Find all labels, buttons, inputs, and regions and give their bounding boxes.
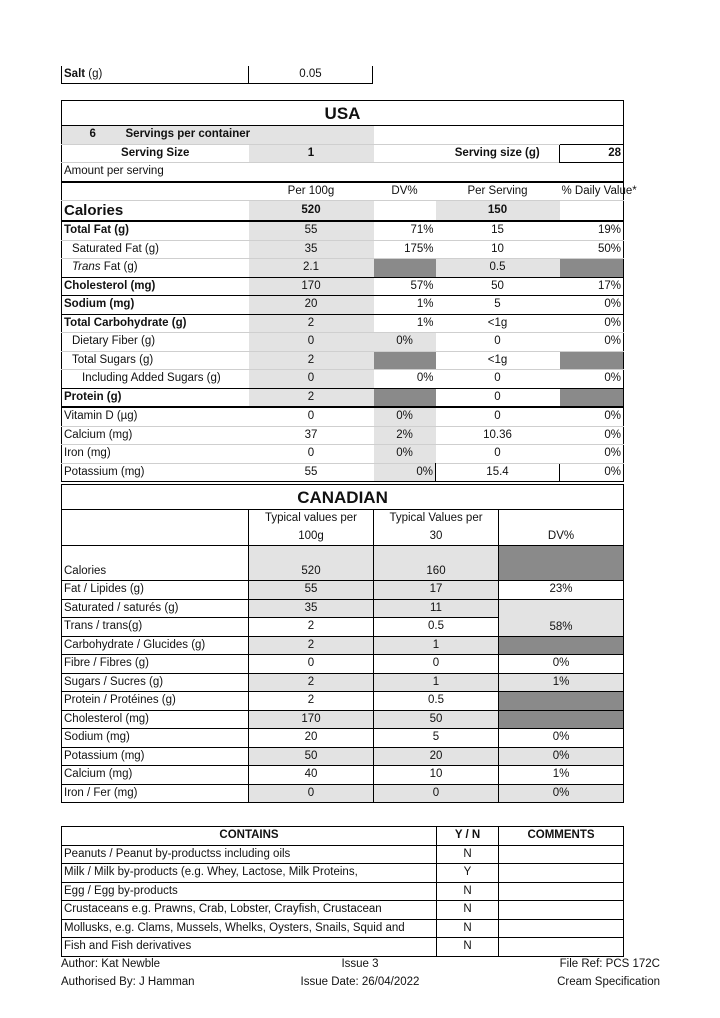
usa-row-potassium bbox=[62, 463, 624, 482]
head-100g: 100g bbox=[249, 528, 374, 546]
per-100g-value: 40 bbox=[249, 766, 374, 785]
dv-value: 0% bbox=[374, 463, 436, 482]
per-serving-value: 15.4 bbox=[436, 463, 560, 482]
per-100g-value: 0 bbox=[249, 655, 374, 674]
daily-value: 0% bbox=[560, 463, 624, 482]
footer-spec: Cream Specification bbox=[557, 976, 660, 988]
nutrient-label: Vitamin D (µg) bbox=[62, 407, 249, 426]
per-serving-value: 0 bbox=[436, 407, 560, 426]
daily-value: 0% bbox=[560, 296, 624, 315]
head-dv: DV% bbox=[499, 510, 624, 546]
per-serving-value: 0 bbox=[436, 333, 560, 352]
canadian-row-saturated bbox=[62, 599, 624, 618]
usa-row-iron bbox=[62, 445, 624, 464]
daily-value: 17% bbox=[560, 277, 624, 296]
dv-value: 0% bbox=[499, 747, 624, 766]
nutrient-label: Sugars / Sucres (g) bbox=[62, 673, 249, 692]
canadian-row-sugars bbox=[62, 673, 624, 692]
nutrient-label: Sodium (mg) bbox=[62, 296, 249, 315]
header-daily-value: % Daily Value* bbox=[560, 182, 624, 201]
header-yn: Y / N bbox=[437, 827, 499, 846]
allergen-item: Mollusks, e.g. Clams, Mussels, Whelks, Oysters, Snails, Squid and bbox=[62, 919, 437, 938]
daily-value: 0% bbox=[560, 370, 624, 389]
nutrient-label: Calcium (mg) bbox=[62, 766, 249, 785]
per-100g-value: 20 bbox=[249, 296, 374, 315]
usa-row-trans-fat bbox=[62, 259, 624, 278]
header-dv: DV% bbox=[374, 182, 436, 201]
nutrient-label: Saturated / saturés (g) bbox=[62, 599, 249, 618]
usa-title: USA bbox=[324, 103, 361, 123]
per-100g-value: 2 bbox=[249, 636, 374, 655]
per-30-value: 5 bbox=[374, 729, 499, 748]
dv-empty-cell bbox=[499, 636, 624, 655]
allergen-yn: N bbox=[437, 882, 499, 901]
per-serving-value: 15 bbox=[436, 221, 560, 240]
per-serving-value: 50 bbox=[436, 277, 560, 296]
nutrient-label: Total Sugars (g) bbox=[62, 351, 249, 370]
allergen-item: Fish and Fish derivatives bbox=[62, 938, 437, 957]
header-per-100g: Per 100g bbox=[249, 182, 374, 201]
per-serving-value: <1g bbox=[436, 314, 560, 333]
usa-row-saturated-fat bbox=[62, 240, 624, 259]
usa-servings-row bbox=[62, 126, 624, 145]
dv-value: 1% bbox=[499, 766, 624, 785]
daily-value: 0% bbox=[560, 314, 624, 333]
allergen-comment bbox=[499, 919, 624, 938]
per-30-value: 1 bbox=[374, 636, 499, 655]
nutrient-label: Total Carbohydrate (g) bbox=[62, 314, 249, 333]
per-30-value: 1 bbox=[374, 673, 499, 692]
header-contains: CONTAINS bbox=[62, 827, 437, 846]
nutrient-label: Including Added Sugars (g) bbox=[62, 370, 249, 389]
per-100g-value: 170 bbox=[249, 277, 374, 296]
per-100g-value: 35 bbox=[249, 240, 374, 259]
per-serving-value: 0 bbox=[436, 370, 560, 389]
allergen-comment bbox=[499, 901, 624, 920]
dv-value: 0% bbox=[499, 784, 624, 803]
nutrient-label: Fat / Lipides (g) bbox=[62, 581, 249, 600]
daily-value: 0% bbox=[560, 407, 624, 426]
allergen-item: Crustaceans e.g. Prawns, Crab, Lobster, Crayfish, Crustacean bbox=[62, 901, 437, 920]
canadian-header-row-1 bbox=[62, 510, 624, 528]
per-100g-value: 37 bbox=[249, 426, 374, 445]
dv-value: 1% bbox=[374, 314, 436, 333]
canadian-row-calcium bbox=[62, 766, 624, 785]
canadian-row-iron bbox=[62, 784, 624, 803]
dv-empty-cell bbox=[374, 388, 436, 407]
nutrient-label: Trans / trans(g) bbox=[62, 618, 249, 637]
allergen-table bbox=[61, 826, 624, 957]
usa-row-sodium bbox=[62, 296, 624, 315]
dv-empty-cell bbox=[374, 351, 436, 370]
allergen-comment bbox=[499, 864, 624, 883]
per-100g-value: 2 bbox=[249, 388, 374, 407]
per-serving-value: 10.36 bbox=[436, 426, 560, 445]
per-100g-value: 2 bbox=[249, 692, 374, 711]
nutrient-label: Calcium (mg) bbox=[62, 426, 249, 445]
allergen-row bbox=[62, 919, 624, 938]
salt-value: 0.05 bbox=[249, 66, 373, 84]
daily-value-empty-cell bbox=[560, 259, 624, 278]
serving-size-label: Serving Size bbox=[62, 144, 249, 163]
allergen-item: Milk / Milk by-products (e.g. Whey, Lactose, Milk Proteins, bbox=[62, 864, 437, 883]
serving-size-g-label: Serving size (g) bbox=[436, 144, 560, 163]
footer-author: Author: Kat Newble bbox=[61, 958, 161, 970]
allergen-row bbox=[62, 845, 624, 864]
dv-empty-cell bbox=[499, 710, 624, 729]
dv-value: 1% bbox=[499, 673, 624, 692]
per-100g-value: 0 bbox=[249, 333, 374, 352]
per-100g-value: 0 bbox=[249, 445, 374, 464]
canadian-row-calories bbox=[62, 546, 624, 581]
per-serving-value: 0 bbox=[436, 388, 560, 407]
usa-nutrition-table bbox=[61, 100, 637, 482]
daily-value-empty-cell bbox=[560, 351, 624, 370]
allergen-item: Peanuts / Peanut by-productss including oils bbox=[62, 845, 437, 864]
dv-value: 0% bbox=[374, 445, 436, 464]
per-100g-value: 0 bbox=[249, 407, 374, 426]
per-100g-value: 55 bbox=[249, 581, 374, 600]
canadian-row-protein bbox=[62, 692, 624, 711]
calories-per-100g: 520 bbox=[249, 201, 374, 222]
canadian-row-fat bbox=[62, 581, 624, 600]
usa-row-cholesterol bbox=[62, 277, 624, 296]
usa-row-protein bbox=[62, 388, 624, 407]
nutrient-label: Protein / Protéines (g) bbox=[62, 692, 249, 711]
nutrient-label: Fibre / Fibres (g) bbox=[62, 655, 249, 674]
footer-issue: Issue 3 bbox=[341, 958, 379, 970]
per-100g-value: 35 bbox=[249, 599, 374, 618]
daily-value: 0% bbox=[560, 333, 624, 352]
per-100g-value: 0 bbox=[249, 370, 374, 389]
dv-empty-cell bbox=[499, 692, 624, 711]
allergen-yn: N bbox=[437, 919, 499, 938]
dv-value: 0% bbox=[499, 655, 624, 674]
nutrient-label: Saturated Fat (g) bbox=[62, 240, 249, 259]
per-30-value: 17 bbox=[374, 581, 499, 600]
dv-value: 71% bbox=[374, 221, 436, 240]
canadian-title: CANADIAN bbox=[62, 485, 624, 510]
canadian-row-cholesterol bbox=[62, 710, 624, 729]
amount-per-serving: Amount per serving bbox=[62, 163, 624, 182]
usa-row-added-sugars bbox=[62, 370, 624, 389]
dv-empty-cell bbox=[499, 546, 624, 581]
per-30-value: 11 bbox=[374, 599, 499, 618]
per-serving-value: 0.5 bbox=[436, 259, 560, 278]
per-30-value: 20 bbox=[374, 747, 499, 766]
canadian-nutrition-table bbox=[61, 484, 624, 803]
dv-value: 1% bbox=[374, 296, 436, 315]
per-serving-value: 10 bbox=[436, 240, 560, 259]
usa-title-row bbox=[62, 101, 624, 126]
allergen-row bbox=[62, 882, 624, 901]
canadian-title-row bbox=[62, 485, 624, 510]
dv-value: 0% bbox=[374, 370, 436, 389]
per-30-value: 0 bbox=[374, 655, 499, 674]
salt-label: Salt (g) bbox=[62, 66, 249, 84]
usa-row-dietary-fiber bbox=[62, 333, 624, 352]
allergen-yn: N bbox=[437, 901, 499, 920]
allergen-item: Egg / Egg by-products bbox=[62, 882, 437, 901]
nutrient-label: Total Fat (g) bbox=[62, 221, 249, 240]
allergen-comment bbox=[499, 845, 624, 864]
dv-value: 23% bbox=[499, 581, 624, 600]
usa-header-row bbox=[62, 182, 624, 201]
salt-row-table bbox=[61, 66, 373, 84]
allergen-comment bbox=[499, 938, 624, 957]
per-100g-value: 2 bbox=[249, 673, 374, 692]
footer-authorised: Authorised By: J Hamman bbox=[61, 976, 195, 988]
per-serving-value: 0 bbox=[436, 445, 560, 464]
nutrient-label: Dietary Fiber (g) bbox=[62, 333, 249, 352]
dv-empty-cell bbox=[374, 259, 436, 278]
nutrient-label: Trans Fat (g) bbox=[62, 259, 249, 278]
canadian-row-carbohydrate bbox=[62, 636, 624, 655]
canadian-row-potassium bbox=[62, 747, 624, 766]
daily-value: 19% bbox=[560, 221, 624, 240]
nutrient-label: Sodium (mg) bbox=[62, 729, 249, 748]
allergen-header-row bbox=[62, 827, 624, 846]
allergen-yn: N bbox=[437, 845, 499, 864]
daily-value: 50% bbox=[560, 240, 624, 259]
per-30-value: 0.5 bbox=[374, 618, 499, 637]
daily-value: 0% bbox=[560, 426, 624, 445]
per-100g-value: 55 bbox=[249, 221, 374, 240]
per-100g-value: 520 bbox=[249, 546, 374, 581]
allergen-row bbox=[62, 864, 624, 883]
allergen-yn: N bbox=[437, 938, 499, 957]
dv-value: 2% bbox=[374, 426, 436, 445]
head-30: 30 bbox=[374, 528, 499, 546]
per-serving-value: <1g bbox=[436, 351, 560, 370]
per-serving-value: 5 bbox=[436, 296, 560, 315]
salt-row bbox=[62, 66, 373, 84]
daily-value: 0% bbox=[560, 445, 624, 464]
usa-row-total-fat bbox=[62, 221, 624, 240]
nutrient-label: Protein (g) bbox=[62, 388, 249, 407]
footer-file-ref: File Ref: PCS 172C bbox=[559, 958, 660, 970]
allergen-yn: Y bbox=[437, 864, 499, 883]
per-100g-value: 55 bbox=[249, 463, 374, 482]
per-30-value: 160 bbox=[374, 546, 499, 581]
footer-issue-date: Issue Date: 26/04/2022 bbox=[300, 976, 420, 988]
nutrient-label: Calories bbox=[62, 546, 249, 581]
dv-value: 0% bbox=[499, 729, 624, 748]
per-100g-value: 20 bbox=[249, 729, 374, 748]
per-100g-value: 2 bbox=[249, 351, 374, 370]
nutrient-label: Iron / Fer (mg) bbox=[62, 784, 249, 803]
per-30-value: 0 bbox=[374, 784, 499, 803]
canadian-row-fibre bbox=[62, 655, 624, 674]
usa-serving-size-row bbox=[62, 144, 624, 163]
allergen-row bbox=[62, 901, 624, 920]
per-30-value: 0.5 bbox=[374, 692, 499, 711]
header-per-serving: Per Serving bbox=[436, 182, 560, 201]
daily-value-empty-cell bbox=[560, 388, 624, 407]
usa-amount-row bbox=[62, 163, 624, 182]
usa-row-total-carbohydrate bbox=[62, 314, 624, 333]
head-typical-per-30: Typical Values per bbox=[374, 510, 499, 528]
nutrient-label: Carbohydrate / Glucides (g) bbox=[62, 636, 249, 655]
dv-value: 175% bbox=[374, 240, 436, 259]
per-100g-value: 2.1 bbox=[249, 259, 374, 278]
dv-value: 57% bbox=[374, 277, 436, 296]
nutrient-label: Iron (mg) bbox=[62, 445, 249, 464]
serving-size-value: 1 bbox=[249, 144, 374, 163]
serving-size-g-value: 28 bbox=[560, 144, 624, 163]
usa-row-total-sugars bbox=[62, 351, 624, 370]
dv-value: 58% bbox=[499, 599, 624, 636]
nutrient-label: Cholesterol (mg) bbox=[62, 710, 249, 729]
nutrient-label: Cholesterol (mg) bbox=[62, 277, 249, 296]
calories-label: Calories bbox=[62, 201, 249, 222]
usa-row-calcium bbox=[62, 426, 624, 445]
per-100g-value: 0 bbox=[249, 784, 374, 803]
allergen-row bbox=[62, 938, 624, 957]
per-100g-value: 2 bbox=[249, 314, 374, 333]
head-typical-per-100g: Typical values per bbox=[249, 510, 374, 528]
canadian-row-sodium bbox=[62, 729, 624, 748]
per-100g-value: 2 bbox=[249, 618, 374, 637]
per-100g-value: 170 bbox=[249, 710, 374, 729]
header-comments: COMMENTS bbox=[499, 827, 624, 846]
per-30-value: 10 bbox=[374, 766, 499, 785]
nutrient-label: Potassium (mg) bbox=[62, 747, 249, 766]
dv-value: 0% bbox=[374, 333, 436, 352]
usa-calories-row bbox=[62, 201, 624, 222]
usa-row-vitamin-d bbox=[62, 407, 624, 426]
allergen-comment bbox=[499, 882, 624, 901]
servings-label: Servings per container bbox=[124, 126, 374, 145]
dv-value: 0% bbox=[374, 407, 436, 426]
nutrient-label: Potassium (mg) bbox=[62, 463, 249, 482]
calories-per-serving: 150 bbox=[436, 201, 560, 222]
per-30-value: 50 bbox=[374, 710, 499, 729]
servings-number: 6 bbox=[62, 126, 124, 145]
per-100g-value: 50 bbox=[249, 747, 374, 766]
